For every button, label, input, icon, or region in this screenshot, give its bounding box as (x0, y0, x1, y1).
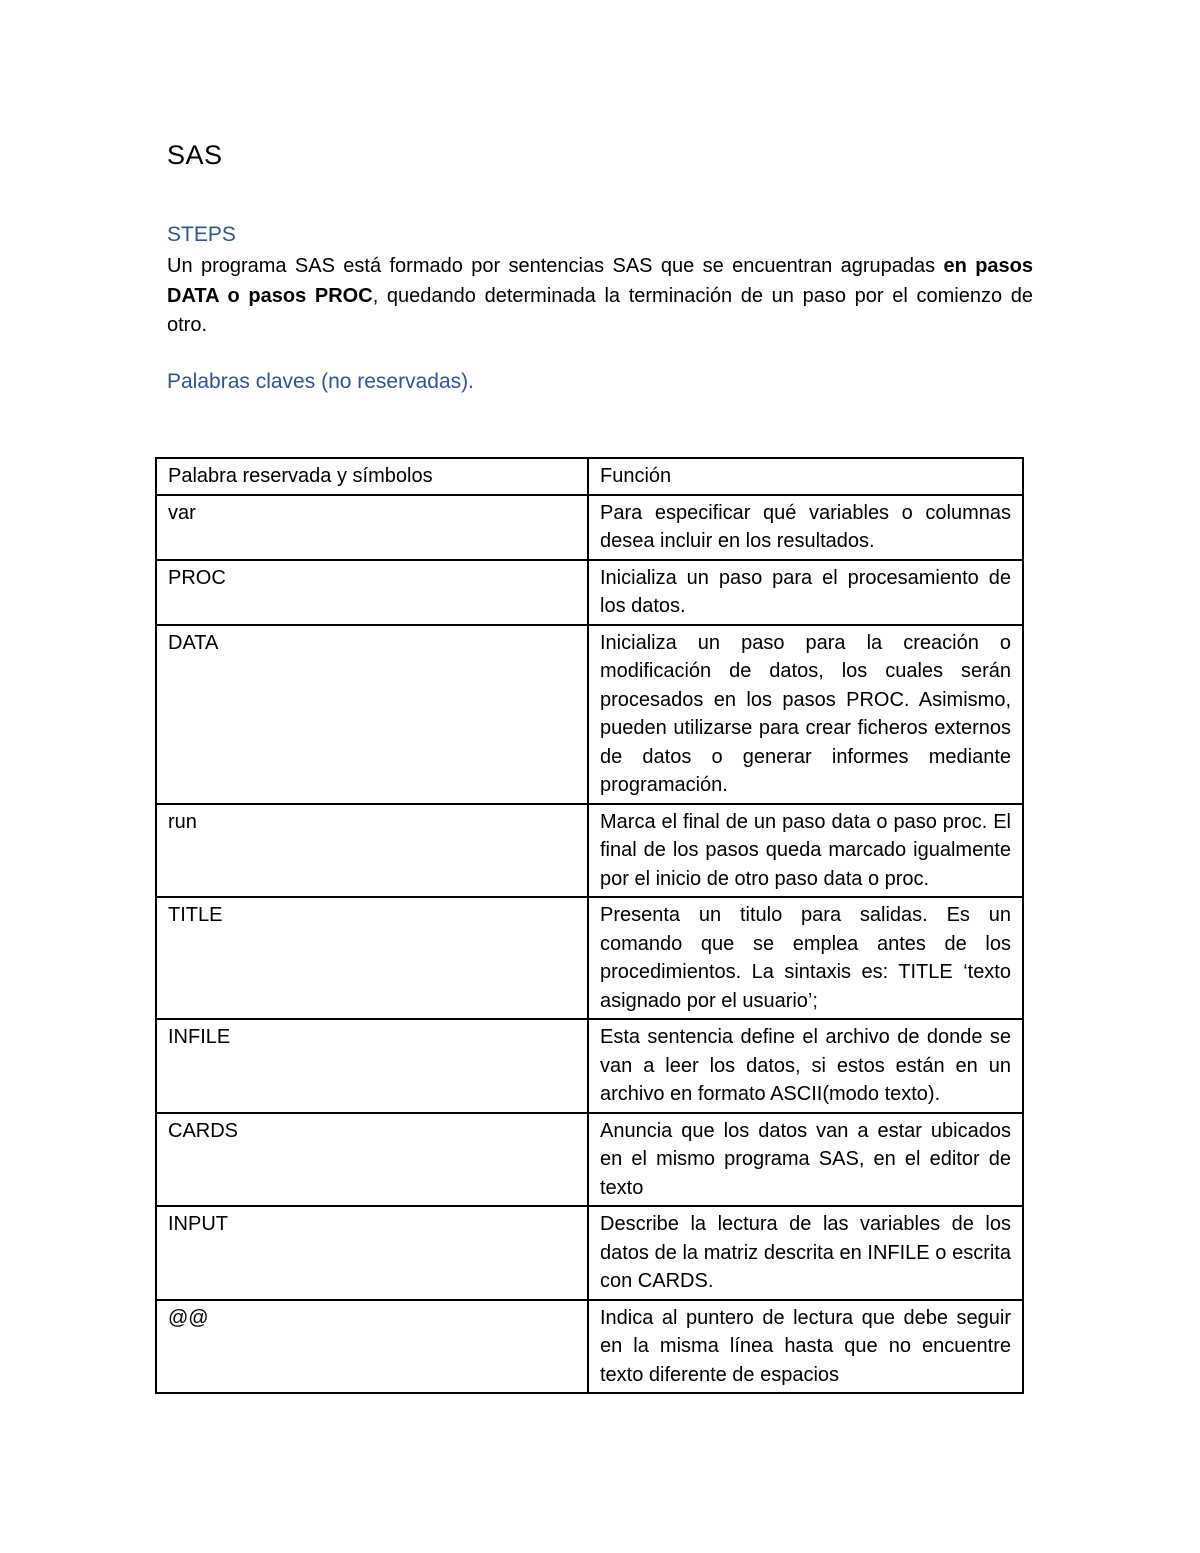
function-cell: Describe la lectura de las variables de los datos de la matriz descrita en INFILE o escrita con CARDS. (588, 1206, 1023, 1300)
table-row (156, 560, 1023, 625)
keywords-heading: Palabras claves (no reservadas). (167, 370, 474, 393)
table-row (156, 1019, 1023, 1113)
keyword-cell: INPUT (156, 1206, 588, 1300)
keyword-cell: @@ (156, 1300, 588, 1394)
function-cell: Para especificar qué variables o columnas desea incluir en los resultados. (588, 495, 1023, 560)
keyword-cell: TITLE (156, 897, 588, 1019)
keyword-cell: DATA (156, 625, 588, 804)
intro-bold-text: en pasos DATA o pasos PROC (167, 255, 1034, 307)
function-cell: Presenta un titulo para salidas. Es un comando que se emplea antes de los procedimientos. La sintaxis es: TITLE ‘texto asignado por el usuario’; (588, 897, 1023, 1019)
intro-text-start: Un programa SAS está formado por sentencias SAS que se encuentran agrupadas (167, 255, 944, 277)
function-cell: Anuncia que los datos van a estar ubicados en el mismo programa SAS, en el editor de texto (588, 1113, 1023, 1207)
keyword-cell: PROC (156, 560, 588, 625)
table-row (156, 804, 1023, 898)
keyword-cell: var (156, 495, 588, 560)
intro-text-end: , quedando determinada la terminación de un paso por el comienzo de otro. (167, 284, 1034, 336)
keyword-cell: run (156, 804, 588, 898)
table-row (156, 1206, 1023, 1300)
function-cell: Inicializa un paso para el procesamiento de los datos. (588, 560, 1023, 625)
intro-paragraph (167, 252, 1033, 341)
column-header-keyword: Palabra reservada y símbolos (156, 458, 588, 495)
function-cell: Indica al puntero de lectura que debe seguir en la misma línea hasta que no encuentre texto diferente de espacios (588, 1300, 1023, 1394)
table-header-row (156, 458, 1023, 495)
function-cell: Inicializa un paso para la creación o modificación de datos, los cuales serán procesados en los pasos PROC. Asimismo, pueden utilizarse para crear ficheros externos de datos o generar informes mediante programación. (588, 625, 1023, 804)
document-title: SAS (167, 140, 223, 170)
table-row (156, 495, 1023, 560)
table-row (156, 1113, 1023, 1207)
column-header-function: Función (588, 458, 1023, 495)
keyword-cell: CARDS (156, 1113, 588, 1207)
keyword-cell: INFILE (156, 1019, 588, 1113)
steps-heading: STEPS (167, 223, 236, 246)
table-row (156, 897, 1023, 1019)
function-cell: Esta sentencia define el archivo de donde se van a leer los datos, si estos están en un archivo en formato ASCII(modo texto). (588, 1019, 1023, 1113)
table-row (156, 625, 1023, 804)
keywords-table (155, 457, 1024, 1394)
function-cell: Marca el final de un paso data o paso proc. El final de los pasos queda marcado igualmente por el inicio de otro paso data o proc. (588, 804, 1023, 898)
table-row (156, 1300, 1023, 1394)
